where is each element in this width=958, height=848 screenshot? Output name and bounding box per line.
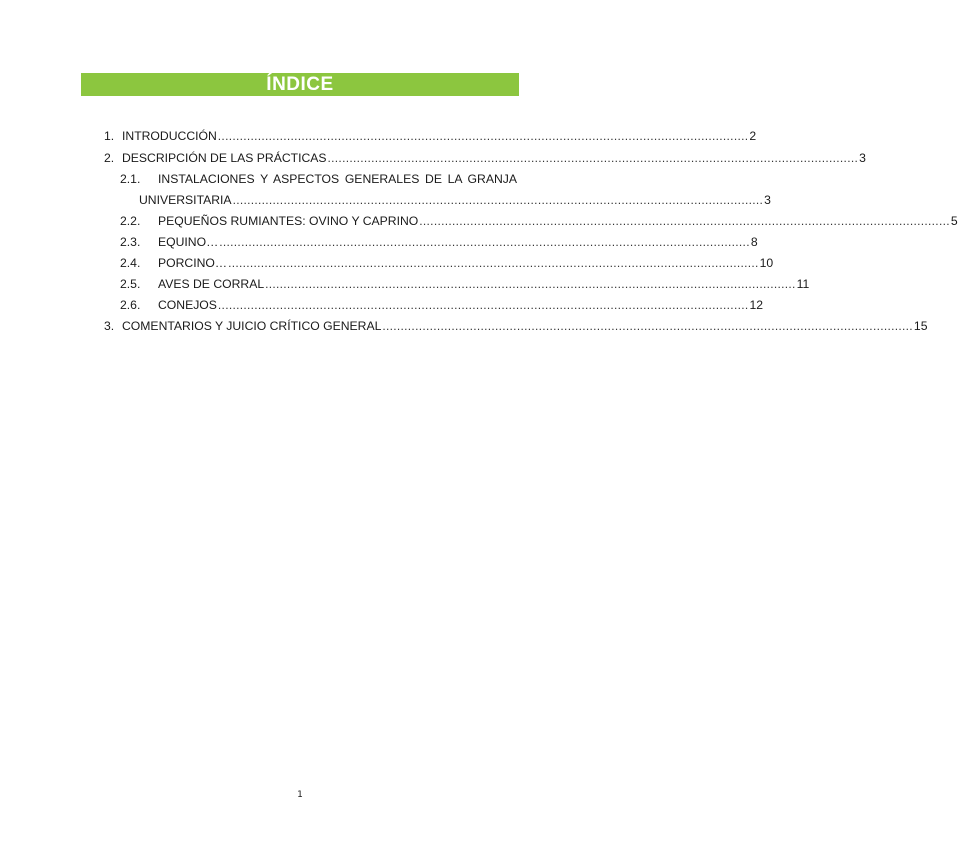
toc-entry-page: 3 <box>764 193 771 207</box>
toc-entry-label: COMENTARIOS Y JUICIO CRÍTICO GENERAL <box>122 319 382 333</box>
toc-leader-dots: .................................................................................................................................................. <box>217 298 749 312</box>
toc-leader-dots: .................................................................................................................................................. <box>217 129 749 143</box>
toc-entry-page: 11 <box>796 277 810 291</box>
index-title: ÍNDICE <box>266 74 334 95</box>
toc-entry-number: 2.2. <box>120 214 141 228</box>
toc-entry-1[interactable] <box>104 129 757 144</box>
toc-entry-2-4[interactable] <box>120 256 774 271</box>
toc-entry-number: 2.1. <box>120 172 141 186</box>
toc-entry-2-5[interactable] <box>120 277 810 292</box>
toc-entry-number: 2.6. <box>120 298 141 312</box>
toc-leader-dots: .................................................................................................................................................. <box>228 256 759 270</box>
toc-entry-label: AVES DE CORRAL <box>158 277 265 291</box>
toc-entry-3[interactable] <box>104 319 928 334</box>
toc-entry-label: UNIVERSITARIA <box>139 193 232 207</box>
toc-entry-2-3[interactable] <box>120 235 758 250</box>
toc-entry-page: 5 <box>950 214 958 228</box>
toc-leader-dots: .................................................................................................................................................. <box>232 193 764 207</box>
toc-entry-page: 8 <box>750 235 758 249</box>
toc-entry-label: EQUINO… <box>158 235 219 249</box>
toc-entry-label: PORCINO… <box>158 256 228 270</box>
toc-leader-dots: .................................................................................................................................................. <box>327 151 859 165</box>
toc-entry-number: 2.4. <box>120 256 141 270</box>
toc-entry-page: 3 <box>859 151 866 165</box>
toc-entry-2[interactable] <box>104 151 866 166</box>
toc-entry-2-1-line2[interactable] <box>139 193 771 208</box>
page-number: 1 <box>297 790 303 800</box>
toc-leader-dots: .................................................................................................................................................. <box>419 214 950 228</box>
toc-entry-label: PEQUEÑOS RUMIANTES: OVINO Y CAPRINO <box>158 214 419 228</box>
toc-entry-page: 15 <box>913 319 928 333</box>
toc-entry-page: 10 <box>759 256 774 270</box>
toc-entry-label: INSTALACIONES Y ASPECTOS GENERALES DE LA GRANJA <box>158 172 517 186</box>
toc-leader-dots: .................................................................................................................................................. <box>265 277 796 291</box>
toc-entry-2-6[interactable] <box>120 298 764 313</box>
toc-entry-number: 2. <box>104 151 115 165</box>
toc-entry-page: 12 <box>749 298 764 312</box>
toc-entry-label: DESCRIPCIÓN DE LAS PRÁCTICAS <box>122 151 327 165</box>
toc-leader-dots: .................................................................................................................................................. <box>219 235 750 249</box>
toc-entry-number: 3. <box>104 319 115 333</box>
toc-leader-dots: .................................................................................................................................................. <box>382 319 913 333</box>
toc-entry-number: 2.3. <box>120 235 141 249</box>
toc-entry-2-2[interactable] <box>120 214 958 229</box>
toc-entry-label: INTRODUCCIÓN <box>122 129 217 143</box>
toc-entry-number: 1. <box>104 129 115 143</box>
toc-entry-2-1-line1[interactable] <box>120 172 517 187</box>
toc-entry-label: CONEJOS <box>158 298 217 312</box>
toc-entry-page: 2 <box>749 129 757 143</box>
toc-entry-number: 2.5. <box>120 277 141 291</box>
